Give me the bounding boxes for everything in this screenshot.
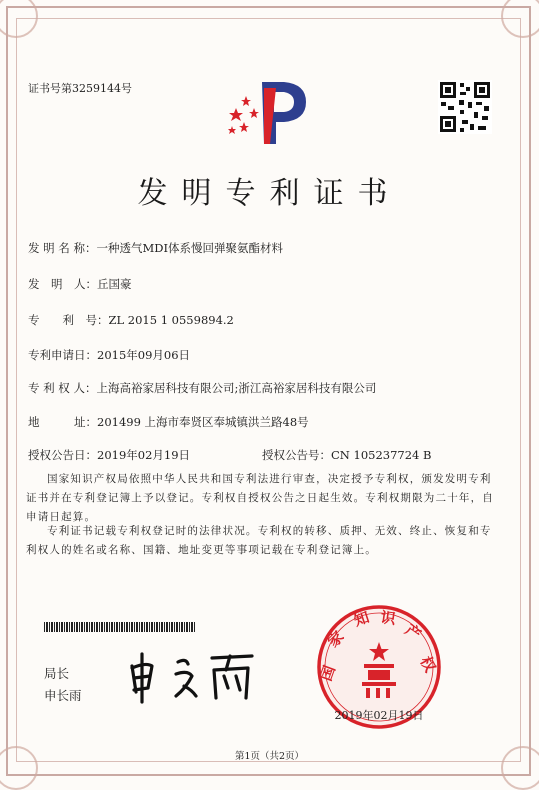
patent-office-logo-icon [224, 78, 314, 148]
signatory-title: 局长 [44, 666, 70, 681]
page-title: 发明专利证书 [137, 176, 402, 211]
field-grant-date [28, 447, 190, 463]
certificate-number: 证书号第3259144号 [28, 82, 132, 95]
field-label: 专 利 号： [28, 313, 109, 327]
svg-text:权: 权 [416, 653, 440, 676]
page-footer: 第1页（共2页） [234, 751, 305, 762]
svg-text:知: 知 [351, 608, 372, 630]
qr-code-icon [438, 80, 492, 134]
field-patent-number [28, 312, 234, 328]
field-label: 授权公告日： [28, 448, 97, 462]
field-invention-name [28, 240, 283, 256]
field-inventor [28, 276, 132, 292]
signatory-name: 申长雨 [44, 688, 82, 703]
field-value: 2015年09月06日 [97, 348, 191, 362]
field-value: 201499 上海市奉贤区奉城镇洪兰路48号 [97, 415, 309, 429]
seal-date: 2019年02月19日 [334, 709, 424, 722]
field-address [28, 414, 309, 430]
svg-text:家: 家 [324, 627, 348, 651]
field-label: 地 址： [28, 415, 97, 429]
field-value: 2019年02月19日 [97, 448, 191, 462]
field-value: 一种透气MDI体系慢回弹聚氨酯材料 [96, 241, 284, 255]
svg-text:产: 产 [401, 620, 425, 644]
field-value: 上海高裕家居科技有限公司;浙江高裕家居科技有限公司 [96, 381, 377, 395]
legal-paragraph: 专利证书记载专利权登记时的法律状况。专利权的转移、质押、无效、终止、恢复和专利权人的姓名或名称、国籍、地址变更等事项记载在专利登记簿上。 [26, 525, 492, 556]
barcode-icon [44, 622, 196, 632]
signature-image [126, 648, 266, 704]
field-patentee [28, 380, 376, 396]
svg-text:国: 国 [316, 663, 339, 684]
field-label: 专利申请日： [28, 348, 97, 362]
official-seal-icon [316, 604, 442, 730]
field-grant-number [262, 447, 431, 463]
legal-paragraph: 国家知识产权局依照中华人民共和国专利法进行审查，决定授予专利权，颁发发明专利证书并在专利登记簿上予以登记。专利权自授权公告之日起生效。专利权期限为二十年，自申请日起算。 [26, 473, 494, 523]
field-label: 授权公告号： [262, 448, 331, 462]
field-label: 发 明 人： [28, 277, 97, 291]
field-application-date [28, 347, 190, 363]
field-value: ZL 2015 1 0559894.2 [108, 313, 234, 327]
field-value: CN 105237724 B [331, 448, 432, 462]
field-label: 发 明 名 称： [28, 241, 97, 255]
svg-text:识: 识 [379, 608, 397, 629]
field-label: 专 利 权 人： [28, 381, 97, 395]
field-value: 丘国豪 [97, 277, 132, 291]
